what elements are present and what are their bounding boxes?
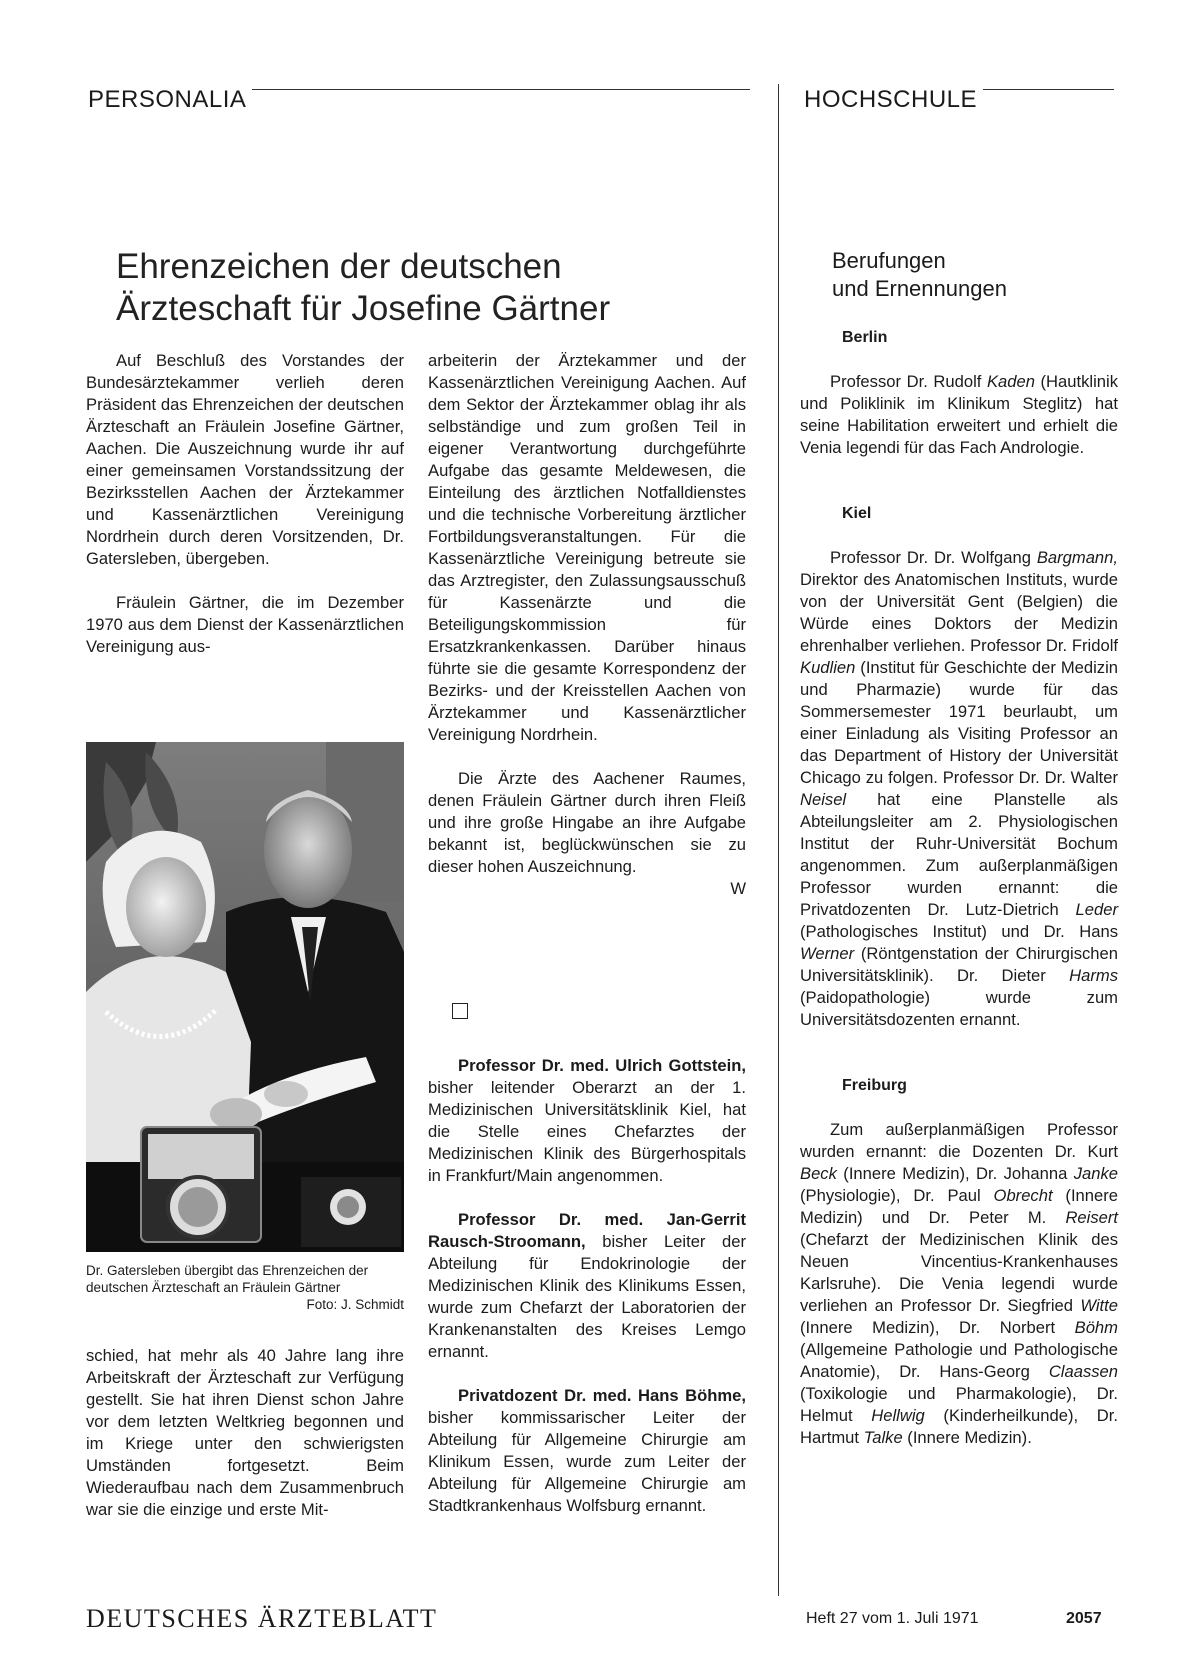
notice-item <box>428 1209 746 1363</box>
award-photo <box>86 742 404 1252</box>
article-paragraph: Auf Beschluß des Vorstandes der Bundesärztekammer verlieh deren Präsident das Ehrenzeichen der deutschen Ärzteschaft an Fräulein Josefine Gärtner, Aachen. Die Auszeichnung wurde ihr auf einer gemeinsamen Vorstandssitzung der Bezirksstellen Aachen der Ärztekammer und Kassenärztlichen Vereinigung Nordrhein durch deren Vorsitzenden, Dr. Gatersleben, übergeben. <box>86 351 404 568</box>
section-end-square-icon <box>452 1003 468 1019</box>
notice-name: Professor Dr. med. Ulrich Gottstein, <box>458 1056 746 1075</box>
notice-text: bisher Leiter der Abteilung für Endokrinologie der Medizinischen Klinik des Klinikums Essen, wurde zum Chefarzt der Laboratorien der Krankenanstalten des Kreises Lemgo ernannt. <box>428 1232 746 1361</box>
page-number: 2057 <box>1066 1610 1102 1627</box>
article-signature: W <box>730 879 746 898</box>
kiel-paragraph: Professor Dr. Dr. Wolfgang Bargmann, Direktor des Anatomischen Instituts, wurde von der Universität Gent (Belgien) die Würde eines Doktors der Medizin ehrenhalber verliehen. Professor Dr. Fridolf Kudlien (Institut für Geschichte der Medizin und Pharmazie) wurde für das Sommersemester 1971 beurlaubt, um einer Einladung als Visiting Professor an das Department of History der Universität Chicago zu folgen. Professor Dr. Dr. Walter Neisel hat eine Planstelle als Abteilungsleiter am 2. Physiologischen Institut der Ruhr-Universität Bochum angenommen. Zum außerplanmäßigen Professor wurden ernannt: die Privatdozenten Dr. Lutz-Dietrich Leder (Pathologisches Institut) und Dr. Hans Werner (Röntgenstation der Chirurgischen Universitätsklinik). Dr. Dieter Harms (Paidopathologie) wurde zum Universitätsdozenten ernannt. <box>800 548 1118 1029</box>
article-paragraph: schied, hat mehr als 40 Jahre lang ihre Arbeitskraft der Ärzteschaft zur Verfügung gestellt. Sie hat ihren Dienst schon Jahre vor dem letzten Weltkrieg begonnen und im Kriege unter den schwierigsten Umständen fortgesetzt. Beim Wiederaufbau nach dem Zusammenbruch war sie die einzige und erste Mit- <box>86 1346 404 1519</box>
berlin-paragraph: Professor Dr. Rudolf Kaden (Hautklinik und Poliklinik im Klinikum Steglitz) hat seine Habilitation erweitert und erhielt die Venia legendi für das Fach Andrologie. <box>800 372 1118 457</box>
hochschule-title-line-1: Berufungen <box>832 248 946 273</box>
article-column-2 <box>428 350 746 900</box>
photo-caption <box>86 1262 404 1313</box>
city-heading-kiel: Kiel <box>842 505 872 522</box>
issue-info: Heft 27 vom 1. Juli 1971 <box>806 1610 979 1627</box>
notice-text: bisher leitender Oberarzt an der 1. Medizinischen Universitätsklinik Kiel, hat die Stelle eines Chefarztes der Medizinischen Klinik des Bürgerhospitals in Frankfurt/Main angenommen. <box>428 1078 746 1185</box>
caption-text: Dr. Gatersleben übergibt das Ehrenzeichen der deutschen Ärzteschaft an Fräulein Gärtner <box>86 1263 369 1295</box>
section-label-personalia: PERSONALIA <box>88 86 252 114</box>
journal-title: DEUTSCHES ÄRZTEBLATT <box>86 1604 438 1633</box>
hochschule-title <box>832 247 1122 303</box>
article-paragraph: Fräulein Gärtner, die im Dezember 1970 aus dem Dienst der Kassenärztlichen Vereinigung aus- <box>86 593 404 656</box>
city-heading-freiburg: Freiburg <box>842 1077 907 1094</box>
personalia-notices <box>428 1055 746 1517</box>
notice-name: Professor Dr. med. Jan-Gerrit Rausch-Stroomann, <box>428 1210 746 1251</box>
notice-name: Privatdozent Dr. med. Hans Böhme, <box>458 1386 746 1405</box>
headline-line-2: Ärzteschaft für Josefine Gärtner <box>116 289 611 328</box>
article-headline <box>116 246 756 330</box>
article-column-1-bottom <box>86 1345 404 1521</box>
article-paragraph: arbeiterin der Ärztekammer und der Kassenärztlichen Vereinigung Aachen. Auf dem Sektor der Ärztekammer oblag ihr als selbständige und zum großen Teil in eigener Verantwortung durchgeführte Aufgabe das gesamte Meldewesen, die Einteilung des ärztlichen Notfalldienstes und die technische Vorbereitung ärztlicher Fortbildungsveranstaltungen. Für die Kassenärztliche Vereinigung betreute sie das Arztregister, den Zulassungsausschuß für Kassenärzte und die Beteiligungskommission für Ersatzkrankenkassen. Darüber hinaus führte sie die gesamte Korrespondenz der Bezirks- und der Kreisstellen Aachen von Ärztekammer und Kassenärztlicher Vereinigung Nordrhein. <box>428 351 746 744</box>
city-heading-berlin: Berlin <box>842 329 888 346</box>
article-column-1-top <box>86 350 404 658</box>
notice-item <box>428 1055 746 1187</box>
notice-item <box>428 1385 746 1517</box>
hochschule-column <box>800 327 1118 1449</box>
article-paragraph: Die Ärzte des Aachener Raumes, denen Fräulein Gärtner durch ihren Fleiß und ihre große Hingabe an ihre Aufgabe bekannt ist, beglückwünschen sie zu dieser hohen Auszeichnung. <box>428 769 746 876</box>
hochschule-title-line-2: und Ernennungen <box>832 276 1007 301</box>
notice-text: bisher kommissarischer Leiter der Abteilung für Allgemeine Chirurgie am Klinikum Essen, wurde zum Leiter der Abteilung für Allgemeine Chirurgie am Stadtkrankenhaus Wolfsburg ernannt. <box>428 1408 746 1515</box>
section-label-hochschule: HOCHSCHULE <box>804 86 983 114</box>
photo-credit: Foto: J. Schmidt <box>306 1297 404 1312</box>
column-divider <box>778 84 779 1596</box>
award-photo-image <box>86 742 404 1252</box>
freiburg-paragraph: Zum außerplanmäßigen Professor wurden ernannt: die Dozenten Dr. Kurt Beck (Innere Medizin), Dr. Johanna Janke (Physiologie), Dr. Paul Obrecht (Innere Medizin) und Dr. Peter M. Reisert (Chefarzt der Medizinischen Klinik des Neuen Vincentius-Krankenhauses Karlsruhe). Die Venia legendi wurde verliehen an Professor Dr. Siegfried Witte (Innere Medizin), Dr. Norbert Böhm (Allgemeine Pathologie und Pathologische Anatomie), Dr. Hans-Georg Claassen (Toxikologie und Pharmakologie), Dr. Helmut Hellwig (Kinderheilkunde), Dr. Hartmut Talke (Innere Medizin). <box>800 1120 1118 1447</box>
headline-line-1: Ehrenzeichen der deutschen <box>116 247 562 286</box>
